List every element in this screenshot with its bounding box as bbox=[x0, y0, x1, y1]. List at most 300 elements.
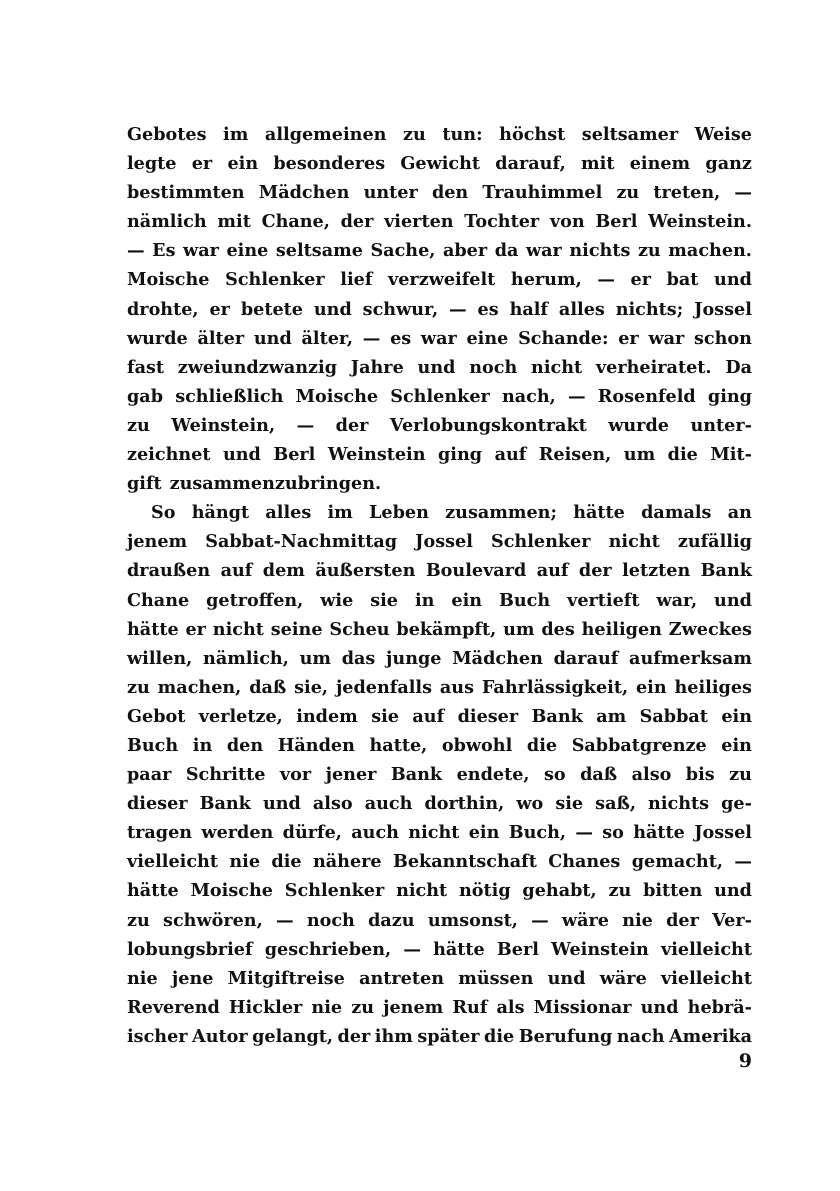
word: zu bbox=[127, 414, 150, 436]
word: — bbox=[734, 851, 752, 873]
word: Jossel bbox=[694, 822, 752, 844]
word: zweiundzwanzig bbox=[177, 356, 337, 378]
text-line bbox=[127, 469, 752, 498]
word: vierten bbox=[384, 211, 454, 233]
word: besonderes bbox=[273, 153, 386, 175]
word: schwören, bbox=[163, 909, 263, 931]
word: wie bbox=[320, 589, 354, 611]
word: ein bbox=[721, 734, 752, 756]
word: draußen bbox=[127, 560, 211, 582]
word: nie bbox=[127, 967, 158, 989]
text-line bbox=[127, 556, 752, 585]
word: zu bbox=[729, 764, 752, 786]
word: — bbox=[362, 327, 381, 349]
word: Jossel bbox=[415, 531, 473, 553]
word: also bbox=[312, 793, 353, 815]
word: seine bbox=[270, 618, 323, 640]
word: so bbox=[602, 822, 624, 844]
word: Schritte bbox=[185, 764, 266, 786]
word: war bbox=[648, 327, 685, 349]
word: hätte bbox=[433, 938, 485, 960]
word: allgemeinen bbox=[264, 124, 387, 145]
word: in bbox=[192, 734, 213, 756]
word: um bbox=[623, 444, 656, 466]
page-number: 9 bbox=[738, 1050, 752, 1072]
word: jenem bbox=[383, 996, 444, 1018]
word: Chane bbox=[127, 589, 190, 611]
word: die bbox=[667, 444, 698, 466]
word: nähere bbox=[312, 851, 382, 873]
word: zu bbox=[403, 124, 426, 145]
word: Weise bbox=[694, 124, 752, 145]
word: war bbox=[420, 327, 457, 349]
word: — bbox=[575, 822, 593, 844]
word: und bbox=[253, 327, 292, 349]
word: nicht bbox=[396, 880, 448, 902]
word: der bbox=[666, 909, 699, 931]
text-line bbox=[127, 236, 752, 265]
word: hebrä- bbox=[687, 996, 752, 1018]
word: so bbox=[543, 764, 566, 786]
word: Amerika bbox=[668, 1025, 752, 1047]
word: ge- bbox=[721, 793, 752, 815]
word: zu bbox=[616, 182, 640, 204]
word: hängt bbox=[191, 502, 250, 524]
word: Mitgiftreise bbox=[227, 967, 345, 989]
word: nicht bbox=[408, 822, 460, 844]
word: Gewicht bbox=[400, 153, 481, 175]
word: nämlich, bbox=[203, 647, 289, 669]
word: Sache, bbox=[370, 240, 436, 262]
word: sie bbox=[370, 589, 399, 611]
text-line bbox=[127, 964, 752, 993]
word: aufmerksam bbox=[629, 647, 752, 669]
word: schließlich bbox=[175, 385, 284, 407]
word: geschrieben, bbox=[264, 938, 392, 960]
word: dazu bbox=[368, 909, 415, 931]
word: und bbox=[714, 880, 752, 902]
word: endete, bbox=[456, 764, 530, 786]
word: — bbox=[275, 909, 294, 931]
word: also bbox=[631, 764, 672, 786]
word: nie bbox=[229, 851, 261, 873]
word: eine bbox=[466, 327, 509, 349]
word: Schlenker bbox=[284, 880, 385, 902]
word: jenem bbox=[127, 531, 188, 553]
text-line bbox=[127, 1022, 752, 1051]
word: — bbox=[127, 240, 145, 262]
word: schwur, bbox=[362, 298, 439, 320]
word: höchst bbox=[499, 124, 566, 145]
word: und bbox=[714, 589, 752, 611]
word: Chanes bbox=[548, 851, 621, 873]
text-line bbox=[127, 731, 752, 760]
word: obwohl bbox=[441, 734, 513, 756]
word: zeichnet bbox=[127, 444, 211, 466]
word: schon bbox=[694, 327, 752, 349]
word: hätte bbox=[127, 880, 179, 902]
word: Bekanntschaft bbox=[392, 851, 537, 873]
word: saß, bbox=[595, 793, 636, 815]
word: alles bbox=[558, 298, 605, 320]
word: er bbox=[618, 327, 639, 349]
word: nicht bbox=[212, 618, 264, 640]
word: um bbox=[503, 618, 535, 640]
word: half bbox=[509, 298, 549, 320]
word: gemacht, bbox=[631, 851, 723, 873]
word: auch bbox=[351, 822, 399, 844]
word: nicht bbox=[531, 356, 583, 378]
word: im bbox=[327, 502, 353, 524]
text-line bbox=[127, 876, 752, 905]
word: dorthin, bbox=[424, 793, 505, 815]
text-line bbox=[127, 353, 752, 382]
word: zusammenzubringen. bbox=[169, 473, 382, 495]
word: mit bbox=[217, 211, 251, 233]
word: sie bbox=[555, 793, 584, 815]
word: dem bbox=[262, 560, 305, 582]
word: den bbox=[431, 182, 469, 204]
word: Weinstein bbox=[551, 938, 649, 960]
word: Berl bbox=[496, 938, 539, 960]
word: war bbox=[183, 240, 219, 262]
word: Mit- bbox=[710, 444, 752, 466]
word: Mädchen bbox=[452, 647, 543, 669]
word: seltsame bbox=[275, 240, 363, 262]
text-line bbox=[127, 906, 752, 935]
word: wäre bbox=[599, 967, 647, 989]
word: unter- bbox=[690, 414, 752, 436]
word: ein bbox=[635, 676, 667, 698]
text-line bbox=[127, 847, 752, 876]
word: wo bbox=[516, 793, 544, 815]
word: es bbox=[477, 298, 499, 320]
word: — bbox=[734, 182, 752, 204]
word: seltsamer bbox=[581, 124, 679, 145]
word: er bbox=[630, 269, 651, 291]
word: nichts; bbox=[615, 298, 684, 320]
word: auf bbox=[412, 705, 445, 727]
word: Rosenfeld bbox=[597, 385, 696, 407]
word: ein bbox=[721, 705, 752, 727]
word: Buch, bbox=[508, 822, 567, 844]
text-line bbox=[127, 498, 752, 527]
word: drohte, bbox=[127, 298, 199, 320]
word: ein bbox=[468, 822, 500, 844]
word: getroffen, bbox=[206, 589, 304, 611]
word: Zweckes bbox=[668, 618, 752, 640]
word: werden bbox=[201, 822, 274, 844]
word: der bbox=[335, 414, 369, 436]
word: hatte, bbox=[369, 734, 428, 756]
word: Schlenker bbox=[490, 531, 591, 553]
word: die bbox=[484, 1025, 515, 1047]
word: Sabbatgrenze bbox=[571, 734, 707, 756]
word: nämlich bbox=[127, 211, 207, 233]
word: indem bbox=[296, 705, 358, 727]
word: verzweifelt bbox=[388, 269, 496, 291]
word: Jossel bbox=[694, 298, 752, 320]
text-line bbox=[127, 295, 752, 324]
word: Leben bbox=[369, 502, 429, 524]
word: Sabbat bbox=[639, 705, 708, 727]
word: paar bbox=[127, 764, 172, 786]
word: im bbox=[223, 124, 249, 145]
word: auch bbox=[364, 793, 413, 815]
word: auf bbox=[494, 444, 527, 466]
text-line bbox=[127, 673, 752, 702]
word: die bbox=[526, 734, 558, 756]
word: vertieft bbox=[567, 589, 640, 611]
word: ein bbox=[451, 589, 483, 611]
word: fast bbox=[127, 356, 165, 378]
text-line bbox=[127, 324, 752, 353]
text-line bbox=[127, 207, 752, 236]
word: der bbox=[340, 211, 374, 233]
word: die bbox=[271, 851, 302, 873]
word: bitten bbox=[643, 880, 703, 902]
word: junge bbox=[386, 647, 442, 669]
word: später bbox=[417, 1025, 480, 1047]
word: nie bbox=[622, 909, 653, 931]
word: Hickler bbox=[228, 996, 303, 1018]
word: jener bbox=[325, 764, 377, 786]
word: darauf, bbox=[495, 153, 566, 175]
text-line bbox=[127, 993, 752, 1022]
text-line bbox=[127, 178, 752, 207]
word: ging bbox=[707, 385, 752, 407]
word: der bbox=[578, 560, 612, 582]
word: gelangt, bbox=[252, 1025, 334, 1047]
word: Weinstein, bbox=[171, 414, 276, 436]
word: Händen bbox=[277, 734, 355, 756]
word: — bbox=[403, 938, 421, 960]
word: — bbox=[296, 414, 315, 436]
word: älter, bbox=[301, 327, 354, 349]
word: Weinstein. bbox=[648, 211, 752, 233]
word: machen. bbox=[668, 240, 752, 262]
word: nichts bbox=[569, 240, 631, 262]
word: müssen bbox=[458, 967, 534, 989]
text-line bbox=[127, 789, 752, 818]
word: — bbox=[531, 909, 549, 931]
word: und bbox=[714, 269, 752, 291]
word: Ver- bbox=[712, 909, 752, 931]
word: der bbox=[337, 1025, 371, 1047]
word: lief bbox=[340, 269, 373, 291]
word: Buch bbox=[127, 734, 179, 756]
text-line bbox=[127, 615, 752, 644]
word: — bbox=[597, 269, 615, 291]
word: noch bbox=[469, 356, 518, 378]
word: eine bbox=[226, 240, 269, 262]
word: vielleicht bbox=[661, 938, 752, 960]
word: umsonst, bbox=[427, 909, 518, 931]
word: Reverend bbox=[127, 996, 220, 1018]
word: auf bbox=[536, 560, 569, 582]
word: heiliges bbox=[674, 676, 752, 698]
word: am bbox=[596, 705, 627, 727]
word: lobungsbrief bbox=[127, 938, 253, 960]
word: in bbox=[414, 589, 435, 611]
word: Bank bbox=[531, 705, 583, 727]
word: an bbox=[727, 502, 752, 524]
word: daß bbox=[249, 676, 287, 698]
word: wurde bbox=[608, 414, 669, 436]
word: daß bbox=[580, 764, 618, 786]
word: gift bbox=[127, 473, 162, 495]
word: betete bbox=[240, 298, 303, 320]
word: es bbox=[390, 327, 412, 349]
word: und bbox=[222, 444, 261, 466]
word: unter bbox=[363, 182, 418, 204]
word: älter bbox=[197, 327, 245, 349]
text-line bbox=[127, 818, 752, 847]
word: Moische bbox=[127, 269, 210, 291]
word: bekämpft, bbox=[396, 618, 497, 640]
word: gab bbox=[127, 385, 164, 407]
word: und bbox=[417, 356, 456, 378]
word: ihm bbox=[374, 1025, 413, 1047]
word: nicht bbox=[608, 531, 660, 553]
word: er bbox=[191, 153, 213, 175]
word: treten, bbox=[653, 182, 721, 204]
word: heiligen bbox=[581, 618, 662, 640]
word: um bbox=[299, 647, 331, 669]
word: jedenfalls bbox=[335, 676, 433, 698]
word: den bbox=[226, 734, 264, 756]
word: Mädchen bbox=[258, 182, 350, 204]
word: einem bbox=[629, 153, 691, 175]
text-line bbox=[127, 935, 752, 964]
word: zu bbox=[637, 240, 661, 262]
word: dieser bbox=[457, 705, 519, 727]
text-line bbox=[127, 586, 752, 615]
word: auf bbox=[220, 560, 253, 582]
text-line bbox=[127, 120, 752, 149]
body-text bbox=[127, 120, 752, 1051]
word: Jahre bbox=[350, 356, 404, 378]
word: Bank bbox=[700, 560, 752, 582]
word: Autor bbox=[192, 1025, 248, 1047]
word: nach bbox=[616, 1025, 665, 1047]
word: bat bbox=[666, 269, 699, 291]
word: Boulevard bbox=[425, 560, 527, 582]
word: ging bbox=[438, 444, 483, 466]
word: und bbox=[313, 298, 352, 320]
word: Es bbox=[152, 240, 176, 262]
word: zufällig bbox=[677, 531, 752, 553]
text-line bbox=[127, 644, 752, 673]
word: vor bbox=[279, 764, 312, 786]
word: Schlenker bbox=[225, 269, 325, 291]
word: darauf bbox=[553, 647, 619, 669]
word: hätte bbox=[127, 618, 179, 640]
word: und bbox=[640, 996, 679, 1018]
word: da bbox=[494, 240, 519, 262]
word: ganz bbox=[705, 153, 752, 175]
word: wäre bbox=[561, 909, 609, 931]
word: — bbox=[567, 385, 586, 407]
word: vielleicht bbox=[127, 851, 218, 873]
text-line bbox=[127, 149, 752, 178]
word: Berl bbox=[273, 444, 316, 466]
word: Chane, bbox=[261, 211, 330, 233]
word: legte bbox=[127, 153, 177, 175]
word: zusammen; bbox=[445, 502, 557, 524]
word: herum, bbox=[510, 269, 582, 291]
word: Missionar bbox=[533, 996, 632, 1018]
word: Gebot bbox=[127, 705, 186, 727]
word: zu bbox=[127, 909, 150, 931]
word: Reisen, bbox=[538, 444, 612, 466]
word: hätte bbox=[573, 502, 625, 524]
word: Berl bbox=[595, 211, 638, 233]
word: Ruf bbox=[452, 996, 488, 1018]
word: Tochter bbox=[464, 211, 540, 233]
word: er bbox=[185, 618, 206, 640]
word: noch bbox=[306, 909, 355, 931]
text-line bbox=[127, 265, 752, 294]
word: jene bbox=[171, 967, 214, 989]
text-line bbox=[127, 702, 752, 731]
word: zu bbox=[127, 676, 150, 698]
text-line bbox=[127, 411, 752, 440]
word: vielleicht bbox=[660, 967, 752, 989]
word: Buch bbox=[498, 589, 551, 611]
word: sie, bbox=[294, 676, 329, 698]
word: Bank bbox=[390, 764, 443, 786]
word: er bbox=[209, 298, 230, 320]
word: war, bbox=[656, 589, 698, 611]
word: wurde bbox=[127, 327, 188, 349]
word: Scheu bbox=[329, 618, 390, 640]
word: Da bbox=[725, 356, 752, 378]
text-line bbox=[127, 760, 752, 789]
word: verheiratet. bbox=[595, 356, 712, 378]
word: aus bbox=[439, 676, 475, 698]
word: verletze, bbox=[198, 705, 283, 727]
word: Verlobungskontrakt bbox=[389, 414, 587, 436]
word: Moische bbox=[295, 385, 379, 407]
word: nie bbox=[311, 996, 343, 1018]
word: tragen bbox=[127, 822, 193, 844]
word: Schande: bbox=[518, 327, 609, 349]
word: dieser bbox=[127, 793, 188, 815]
word: damals bbox=[641, 502, 712, 524]
word: bestimmten bbox=[127, 182, 245, 204]
word: nach, bbox=[501, 385, 556, 407]
word: So bbox=[151, 502, 176, 524]
word: Berufung bbox=[518, 1025, 613, 1047]
word: Bank bbox=[199, 793, 251, 815]
word: letzten bbox=[622, 560, 691, 582]
word: Weinstein bbox=[327, 444, 426, 466]
word: aber bbox=[442, 240, 488, 262]
word: machen, bbox=[157, 676, 242, 698]
word: alles bbox=[265, 502, 312, 524]
word: bis bbox=[685, 764, 715, 786]
word: Sabbat-Nachmittag bbox=[205, 531, 398, 553]
word: — bbox=[449, 298, 467, 320]
word: und bbox=[262, 793, 301, 815]
word: nichts bbox=[648, 793, 710, 815]
text-line bbox=[127, 382, 752, 411]
word: Moische bbox=[190, 880, 273, 902]
word: mit bbox=[581, 153, 615, 175]
word: Fahrlässigkeit, bbox=[481, 676, 629, 698]
word: dürfe, bbox=[282, 822, 342, 844]
